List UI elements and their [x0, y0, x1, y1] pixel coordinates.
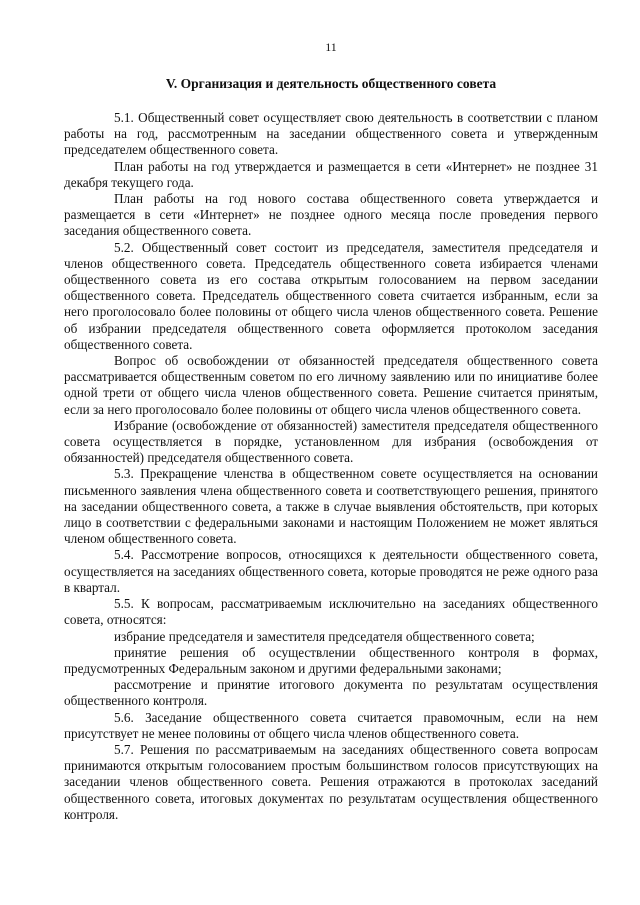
paragraph-5-3: 5.3. Прекращение членства в общественном совете осуществляется на основании письменного заявления члена общественного совета и соответствующего решения, принятого на заседании общественного совета, а также в случае выявления обстоятельств, при которых лицо в соответствии с федеральными законами и настоящим Положением не может являться членом общественного совета.	[64, 466, 598, 547]
paragraph-plan-new-composition: План работы на год нового состава общественного совета утверждается и размещается в сети «Интернет» не позднее одного месяца после проведения первого заседания общественного совета.	[64, 191, 598, 239]
paragraph-5-1: 5.1. Общественный совет осуществляет свою деятельность в соответствии с планом работы на год, рассмотренным на заседании общественного совета и утвержденным председателем общественного совета.	[64, 110, 598, 158]
paragraph-5-5: 5.5. К вопросам, рассматриваемым исключительно на заседаниях общественного совета, относятся:	[64, 596, 598, 628]
paragraph-5-2: 5.2. Общественный совет состоит из председателя, заместителя председателя и членов общественного совета. Председатель общественного совета избирается членами общественного совета из его состава открытым голосованием на первом заседании общественного совета. Председатель общественного совета считается избранным, если за него проголосовало более половины от общего числа членов общественного совета. Решение об избрании председателя общественного совета оформляется протоколом заседания общественного совета.	[64, 239, 598, 352]
paragraph-5-6: 5.6. Заседание общественного совета считается правомочным, если на нем присутствует не менее половины от общего числа членов общественного совета.	[64, 709, 598, 741]
paragraph-5-5-item-election: избрание председателя и заместителя председателя общественного совета;	[114, 628, 535, 644]
section-title: V. Организация и деятельность общественного совета	[165, 76, 497, 91]
paragraph-5-5-item-control-decision: принятие решения об осуществлении общественного контроля в формах, предусмотренных Федеральным законом и другими федеральными законами;	[64, 644, 598, 676]
paragraph-5-4: 5.4. Рассмотрение вопросов, относящихся к деятельности общественного совета, осуществляется на заседаниях общественного совета, которые проводятся не реже одного раза в квартал.	[64, 547, 598, 595]
paragraph-plan-deadline: План работы на год утверждается и размещается в сети «Интернет» не позднее 31 декабря текущего года.	[64, 158, 598, 190]
page-number: 11	[325, 40, 337, 54]
paragraph-5-7: 5.7. Решения по рассматриваемым на заседаниях общественного совета вопросам принимаются открытым голосованием простым большинством голосов присутствующих на заседании членов общественного совета. Решения отражаются в протоколах заседаний общественного совета, итоговых документах по результатам осуществления общественного контроля.	[64, 741, 598, 822]
paragraph-deputy-election: Избрание (освобождение от обязанностей) заместителя председателя общественного совета осуществляется в порядке, установленном для избрания (освобождения от обязанностей) председателя общественного совета.	[64, 417, 598, 466]
paragraph-chair-release: Вопрос об освобождении от обязанностей председателя общественного совета рассматривается общественным советом по его личному заявлению или по инициативе более одной трети от общего числа членов общественного совета. Решение считается принятым, если за него проголосовало более половины от общего числа членов общественного совета.	[64, 353, 598, 417]
paragraph-5-5-item-final-document: рассмотрение и принятие итогового документа по результатам осуществления общественного контроля.	[64, 677, 598, 709]
